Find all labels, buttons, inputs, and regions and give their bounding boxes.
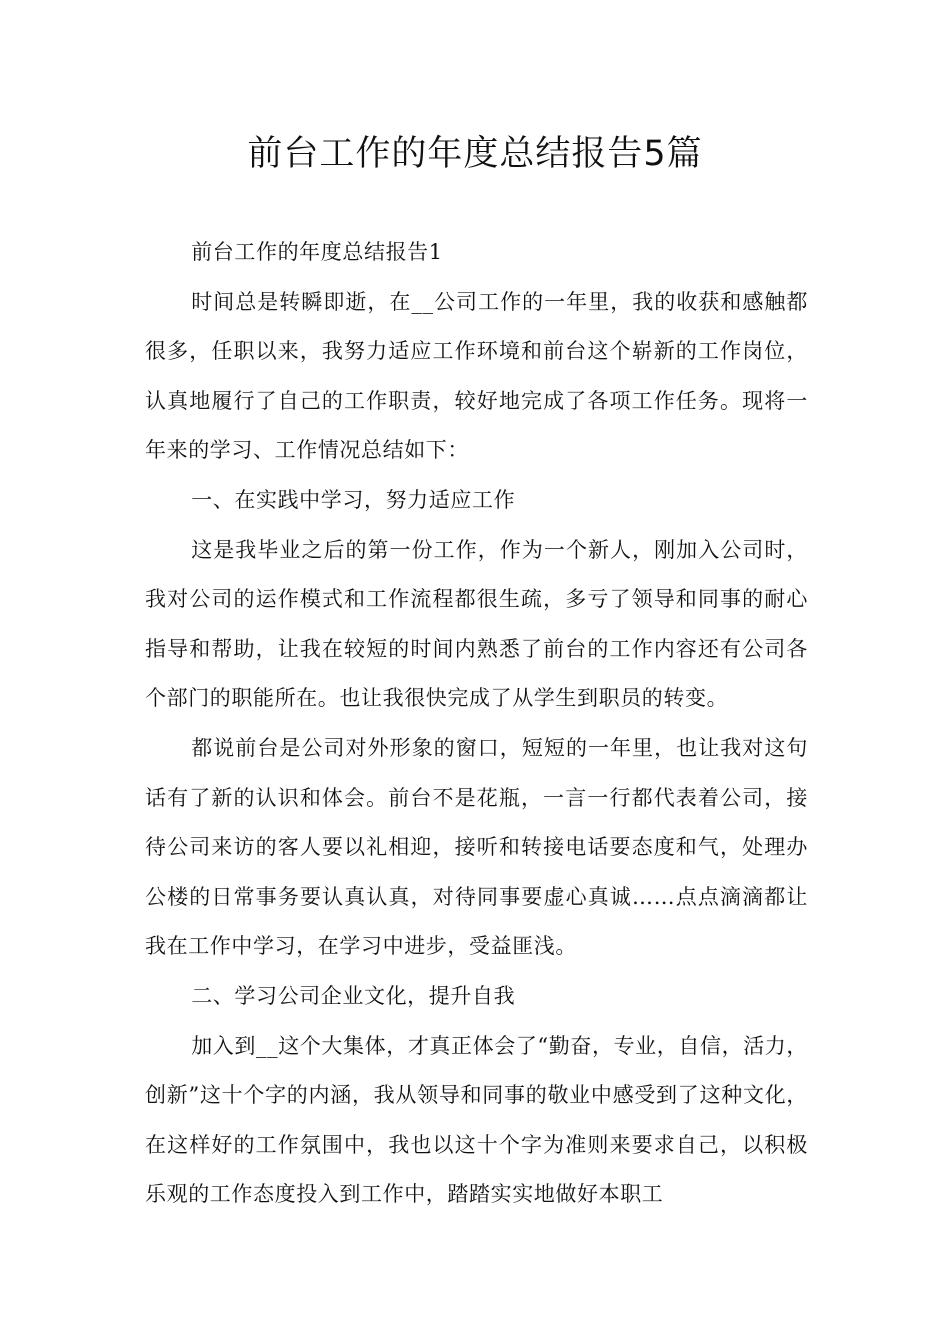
paragraph: 时间总是转瞬即逝，在__公司工作的一年里，我的收获和感触都很多，任职以来，我努力适应工作环境和前台这个崭新的工作岗位，认真地履行了自己的工作职责，较好地完成了各项工作任务。现将一年来的学习、工作情况总结如下： — [145, 289, 808, 463]
section-heading: 前台工作的年度总结报告1 — [191, 240, 443, 264]
document-body — [145, 228, 808, 1220]
section-heading: 二、学习公司企业文化，提升自我 — [191, 983, 516, 1008]
paragraph: 都说前台是公司对外形象的窗口，短短的一年里，也让我对这句话有了新的认识和体会。前台不是花瓶，一言一行都代表着公司，接待公司来访的客人要以礼相迎，接听和转接电话要态度和气，处理办公楼的日常事务要认真认真，对待同事要虚心真诚……点点滴滴都让我在工作中学习，在学习中进步，受益匪浅。 — [145, 735, 808, 959]
paragraph: 加入到__这个大集体，才真正体会了“勤奋，专业，自信，活力，创新”这十个字的内涵，我从领导和同事的敬业中感受到了这种文化，在这样好的工作氛围中，我也以这十个字为准则来要求自己，以积极乐观的工作态度投入到工作中，踏踏实实地做好本职工 — [145, 1033, 808, 1207]
section-heading: 一、在实践中学习，努力适应工作 — [191, 487, 516, 512]
paragraph: 这是我毕业之后的第一份工作，作为一个新人，刚加入公司时，我对公司的运作模式和工作流程都很生疏，多亏了领导和同事的耐心指导和帮助，让我在较短的时间内熟悉了前台的工作内容还有公司各个部门的职能所在。也让我很快完成了从学生到职员的转变。 — [145, 537, 808, 711]
document-title: 前台工作的年度总结报告5篇 — [247, 134, 703, 174]
